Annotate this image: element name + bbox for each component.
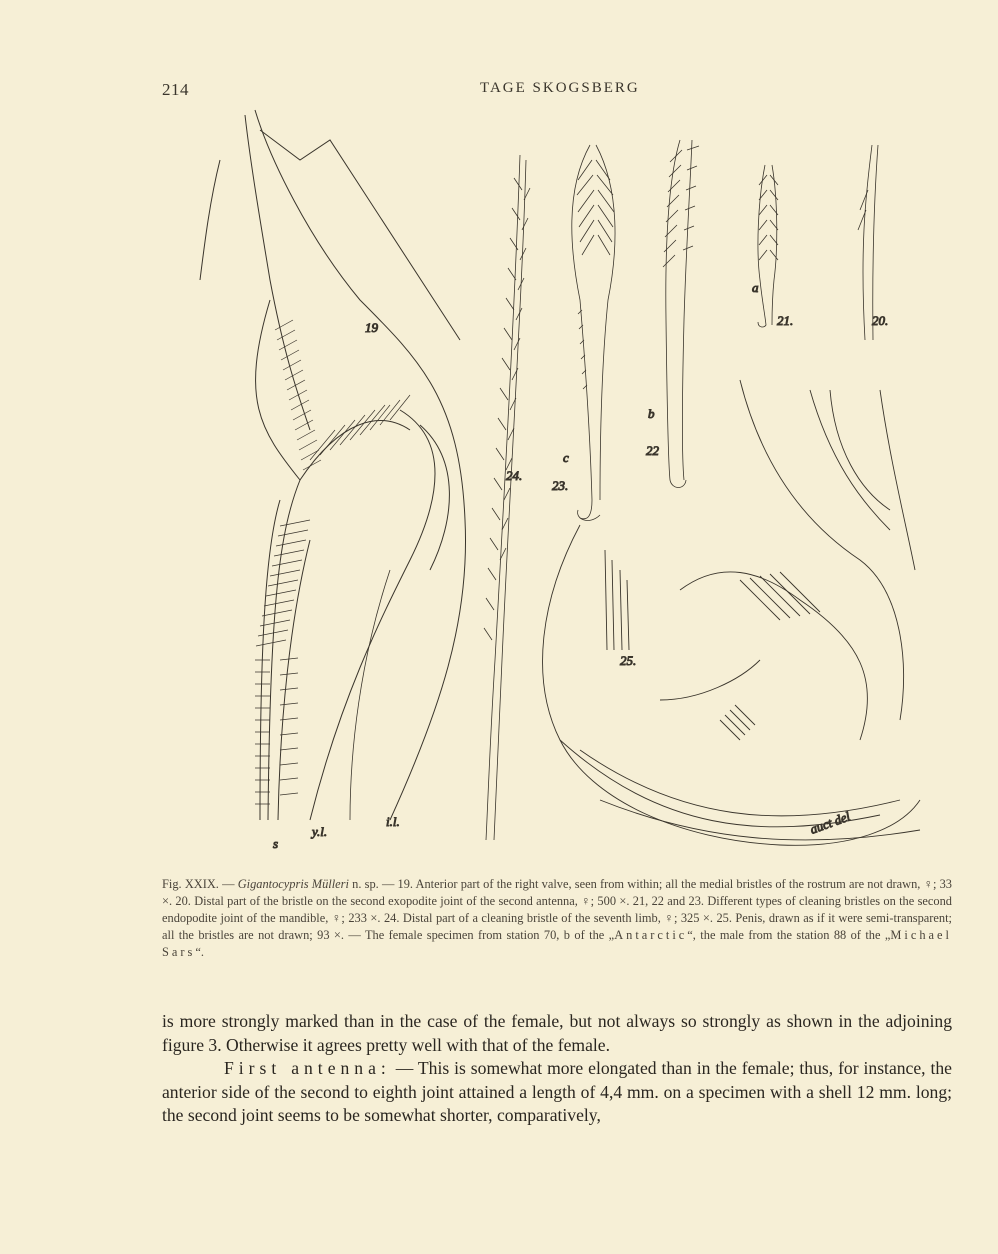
figure-20-bristle xyxy=(858,145,878,340)
label-b: b xyxy=(648,406,655,421)
label-yl: y.l. xyxy=(312,824,328,839)
figure-19-bristles xyxy=(255,320,410,804)
figure-22-bristle xyxy=(663,140,699,488)
figure-23-bristle xyxy=(572,145,615,520)
paragraph-2-text: — This is somewhat more elongated than in the female; thus, for instance, the anterior side of the second to eighth joint attained a length of 4,4 mm. on a specimen with a shell 12 mm. long; the second joint seems to be somewhat shorter, comparatively, xyxy=(162,1058,952,1125)
page-number: 214 xyxy=(162,80,189,99)
caption-species: Gigantocypris Mülleri xyxy=(237,877,349,891)
figure-25-penis xyxy=(543,380,920,845)
label-signature: auct del xyxy=(807,808,853,837)
caption-text1: n. sp. — 19. Anterior part of the right valve, seen from within; all the medial bristles of the rostrum are not drawn, ♀; 33 ×. 20. Distal part of the bristle on the second exopodite joint of the second antenna, ♀; 500 ×. 21, 22 and 23. Different types of cleaning bristles on the second endopodite joint of the mandible, ♀; 233 ×. 24. Distal part of a cleaning bristle of the seventh limb, ♀; 325 ×. 25. Penis, drawn as if it were semi-transparent; all the bristles are not drawn; 93 ×. — The female specimen from station 70, b of the „ xyxy=(162,877,952,942)
figure-19-valve xyxy=(200,110,466,820)
paragraph-1: is more strongly marked than in the case of the female, but not always so strongly as shown in the adjoining figure 3. Otherwise it agrees pretty well with that of the female. xyxy=(162,1011,952,1055)
figure-21-bristle xyxy=(758,165,778,327)
body-text xyxy=(162,1010,952,1128)
figure-24-bristle xyxy=(484,155,530,840)
section-heading-first-antenna: First antenna: xyxy=(224,1058,391,1078)
caption-lead: Fig. XXIX. — xyxy=(162,877,238,891)
label-c: c xyxy=(563,450,569,465)
label-fig20: 20. xyxy=(872,313,889,328)
figure-plate xyxy=(160,100,940,860)
label-fig19: 19 xyxy=(365,320,378,335)
label-fig22: 22 xyxy=(646,443,659,458)
caption-ship1: Antarctic xyxy=(614,928,688,942)
caption-text3: “. xyxy=(195,945,204,959)
label-a: a xyxy=(752,280,759,295)
label-fig24: 24. xyxy=(506,468,523,483)
running-head: TAGE SKOGSBERG xyxy=(480,80,640,96)
label-il: i.l. xyxy=(386,814,400,829)
label-fig25: 25. xyxy=(620,653,637,668)
caption-text2: “, the male from the station 88 of the „ xyxy=(687,928,891,942)
label-s: s xyxy=(273,836,279,851)
caption-ship2: Michael Sars xyxy=(162,928,952,959)
label-fig21: 21. xyxy=(777,313,794,328)
paragraph-2 xyxy=(162,1057,952,1128)
plate-drawing xyxy=(160,100,940,860)
figure-caption xyxy=(162,876,952,961)
label-fig23: 23. xyxy=(552,478,569,493)
